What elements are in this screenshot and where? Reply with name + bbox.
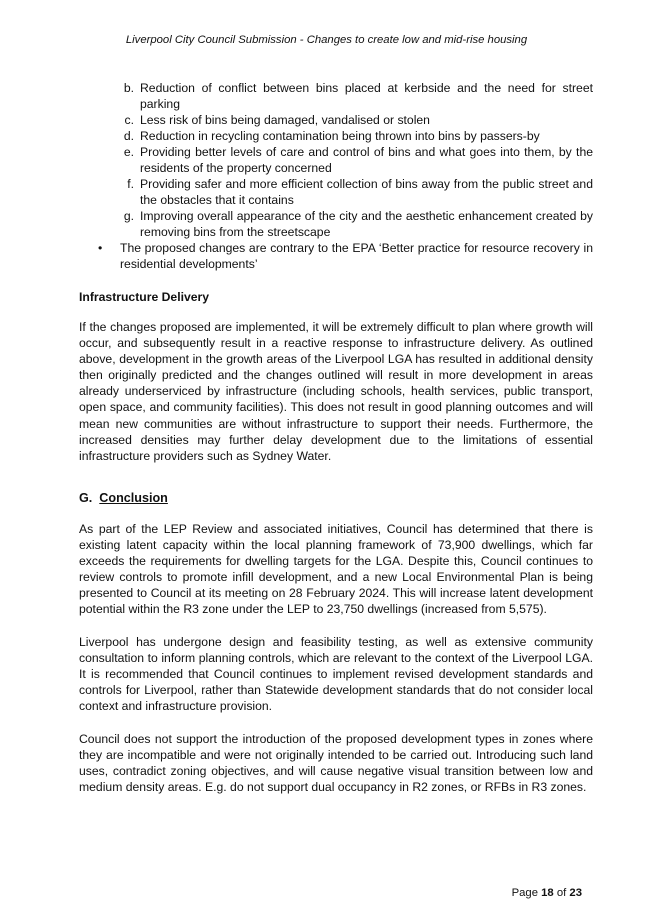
- conclusion-paragraph-2: Liverpool has undergone design and feasibility testing, as well as extensive community consultation to inform planning controls, which are relevant to the context of the Liverpool LGA. It is recommended that Council continues to implement revised development standards and controls for Liverpool, rather than Statewide development standards that do not consider local context and infrastructure provision.: [79, 635, 593, 714]
- infrastructure-paragraph: If the changes proposed are implemented, it will be extremely difficult to plan where growth will occur, and subsequently result in a reactive response to infrastructure delivery. As outlined above, development in the growth areas of the Liverpool LGA has resulted in additional density then originally predicted and the changes outlined will result in more development in areas already underserviced by infrastructure (including schools, health services, public transport, open space, and community facilities). This does not result in good planning outcomes and will mean new communities are without infrastructure to support their needs. Furthermore, the increased densities may further delay development due to the limitations of essential infrastructure providers such as Sydney Water.: [79, 320, 593, 463]
- infrastructure-heading: Infrastructure Delivery: [79, 290, 210, 304]
- list-item: d. Reduction in recycling contamination being thrown into bins by passers-by: [123, 129, 540, 143]
- bullet-item: • The proposed changes are contrary to the EPA ‘Better practice for resource recovery in residential developments’: [98, 241, 593, 271]
- bullet-icon: •: [98, 241, 103, 255]
- sub-list: [123, 80, 593, 240]
- conclusion-heading: [79, 491, 168, 505]
- list-item: g. Improving overall appearance of the city and the aesthetic enhancement created by removing bins from the streetscape: [123, 209, 593, 239]
- section-number: G.: [79, 491, 93, 505]
- page-header: Liverpool City Council Submission - Changes to create low and mid-rise housing: [125, 34, 528, 46]
- conclusion-paragraph-1: As part of the LEP Review and associated initiatives, Council has determined that there is existing latent capacity within the local planning framework of 73,900 dwellings, which far exceeds the requirements for dwelling targets for the LGA. Despite this, Council continues to review controls to promote infill development, and a new Local Environmental Plan is being presented to Council at its meeting on 28 February 2024. This will increase latent development potential within the R3 zone under the LEP to 23,750 dwellings (increased from 5,575).: [79, 522, 593, 617]
- section-title: Conclusion: [99, 491, 168, 505]
- conclusion-paragraph-3: Council does not support the introduction of the proposed development types in zones where they are incompatible and were not originally intended to be carried out. Introducing such land uses, contradict zoning objectives, and will cause negative visual transition between low and medium density areas. E.g. do not support dual occupancy in R2 zones, or RFBs in R3 zones.: [79, 732, 593, 795]
- page-number: Page 18 of 23: [511, 887, 582, 899]
- list-item: f. Providing safer and more efficient collection of bins away from the public street and the obstacles that it contains: [127, 177, 593, 207]
- list-item: e. Providing better levels of care and control of bins and what goes into them, by the residents of the property concerned: [123, 145, 593, 175]
- list-item: c. Less risk of bins being damaged, vandalised or stolen: [124, 113, 430, 127]
- list-item: b. Reduction of conflict between bins placed at kerbside and the need for street parking: [123, 81, 593, 111]
